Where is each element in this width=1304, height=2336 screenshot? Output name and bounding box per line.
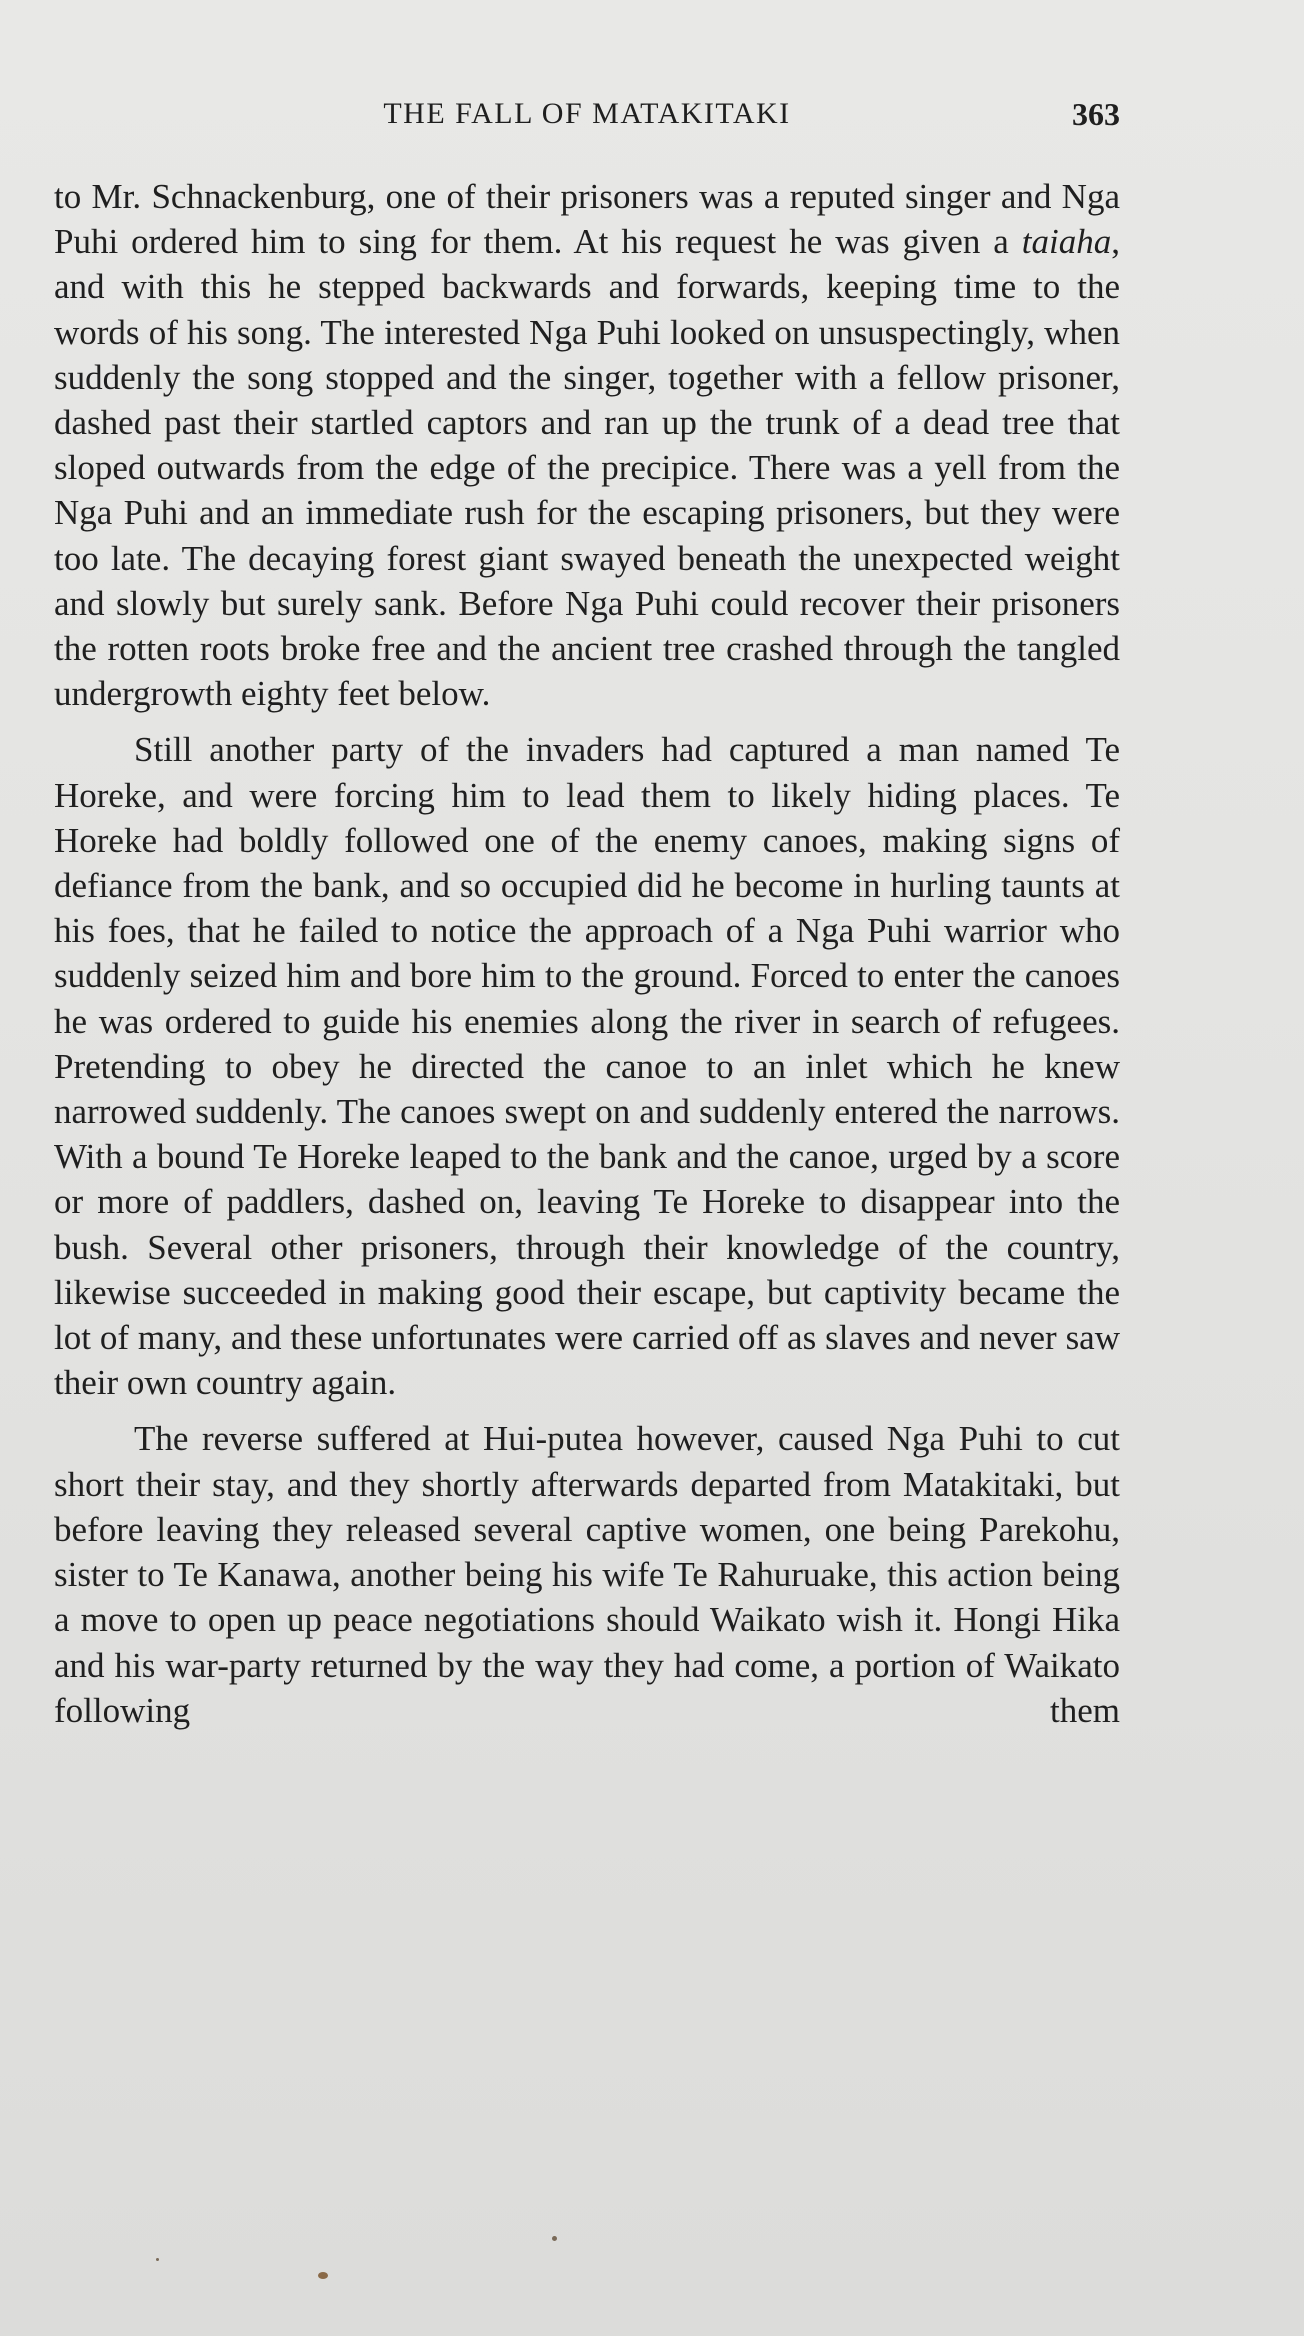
paper-speck — [156, 2258, 159, 2261]
body-text — [54, 174, 1120, 1733]
running-head-title: THE FALL OF MATAKITAKI — [383, 97, 791, 130]
paragraph-schnackenburg: to Mr. Schnackenburg, one of their prisoners was a reputed singer and Nga Puhi ordered him to sing for them. At his request he was given a taiaha, and with this he stepped backwards and forwards, keeping time to the words of his song. The interested Nga Puhi looked on unsuspectingly, when suddenly the song stopped and the singer, together with a fellow prisoner, dashed past their startled captors and ran up the trunk of a dead tree that sloped outwards from the edge of the precipice. There was a yell from the Nga Puhi and an immediate rush for the escaping prisoners, but they were too late. The decaying forest giant swayed beneath the unexpected weight and slowly but surely sank. Before Nga Puhi could recover their prisoners the rotten roots broke free and the ancient tree crashed through the tangled undergrowth eighty feet below. — [54, 177, 1120, 714]
page-number: 363 — [1072, 96, 1120, 132]
running-head — [54, 92, 1120, 136]
paragraph-hui-putea: The reverse suffered at Hui-putea however, caused Nga Puhi to cut short their stay, and they shortly afterwards departed from Matakitaki, but before leaving they released several captive women, one being Parekohu, sister to Te Kanawa, another being his wife Te Rahuruake, this action being a move to open up peace negotiations should Waikato wish it. Hongi Hika and his war-party returned by the way they had come, a portion of Waikato following them — [54, 1419, 1120, 1730]
paper-speck — [318, 2272, 328, 2279]
paragraph-te-horeke: Still another party of the invaders had captured a man named Te Horeke, and were forcing him to lead them to likely hiding places. Te Horeke had boldly followed one of the enemy canoes, making signs of defiance from the bank, and so occupied did he become in hurling taunts at his foes, that he failed to notice the approach of a Nga Puhi warrior who suddenly seized him and bore him to the ground. Forced to enter the canoes he was ordered to guide his enemies along the river in search of refugees. Pretending to obey he directed the canoe to an inlet which he knew narrowed suddenly. The canoes swept on and suddenly entered the narrows. With a bound Te Horeke leaped to the bank and the canoe, urged by a score or more of paddlers, dashed on, leaving Te Horeke to disappear into the bush. Several other prisoners, through their knowledge of the country, likewise succeeded in making good their escape, but captivity became the lot of many, and these unfortunates were carried off as slaves and never saw their own country again. — [54, 730, 1120, 1403]
italic-term: taiaha — [1021, 222, 1112, 262]
paper-speck — [552, 2236, 557, 2241]
